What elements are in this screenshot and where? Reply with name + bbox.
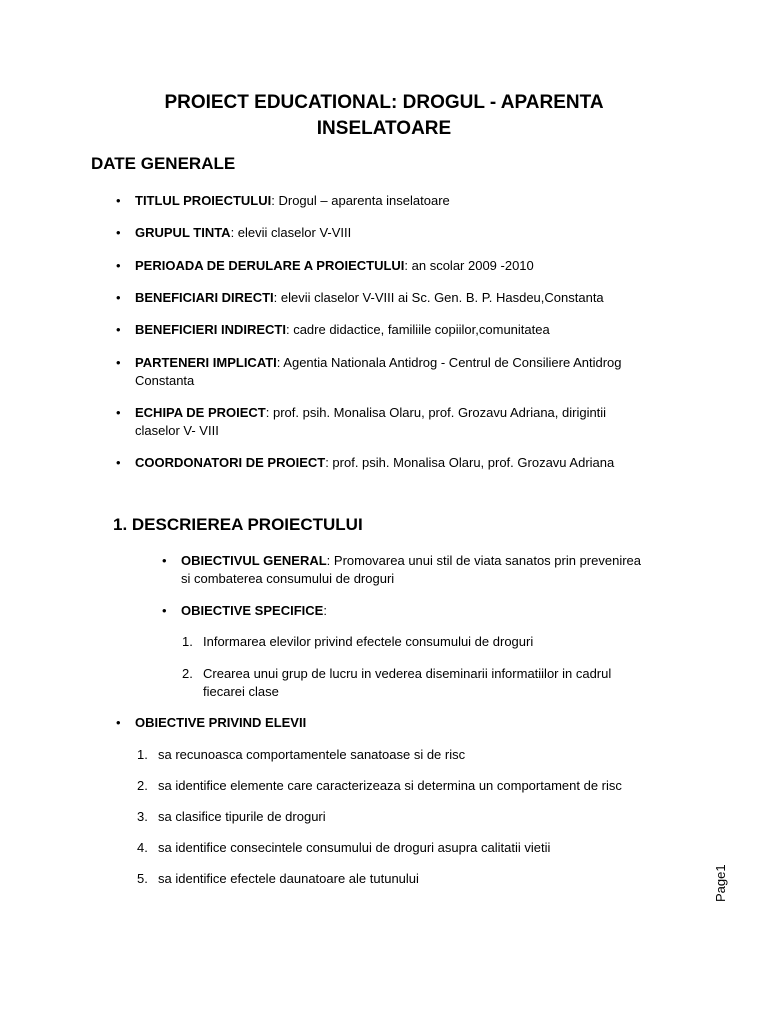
item-number: 1. (137, 747, 148, 762)
item-text: : Agentia Nationala Antidrog - Centrul de Consiliere Antidrog (276, 355, 622, 370)
title-line-2: INSELATOARE (316, 118, 452, 139)
item-text: : an scolar 2009 -2010 (404, 258, 534, 273)
list-item (116, 257, 695, 275)
title-line-1: PROIECT EDUCATIONAL: DROGUL - APARENTA (164, 92, 604, 113)
bullet-icon: • (116, 322, 121, 337)
list-item (116, 321, 695, 339)
list-item (162, 602, 691, 620)
item-number: 2. (182, 666, 193, 681)
item-text: sa identifice elemente care caracterizeaza si determina un comportament de risc (158, 778, 622, 793)
item-text: : prof. psih. Monalisa Olaru, prof. Grozavu Adriana (325, 455, 615, 470)
item-text-cont: fiecarei clase (203, 684, 279, 699)
elevi-label: OBIECTIVE PRIVIND ELEVII (135, 715, 307, 730)
item-number: 1. (182, 634, 193, 649)
list-item (137, 746, 698, 764)
item-label: PARTENERI IMPLICATI (135, 355, 277, 370)
page-number-label (712, 856, 734, 902)
bullet-icon: • (116, 455, 121, 470)
bullet-icon: • (116, 225, 121, 240)
bullet-icon: • (116, 405, 121, 420)
item-text: Crearea unui grup de lucru in vederea diseminarii informatiilor in cadrul (203, 666, 612, 681)
list-item (116, 454, 695, 472)
bullet-icon: • (162, 553, 167, 568)
item-text: Informarea elevilor privind efectele consumului de droguri (203, 634, 534, 649)
item-label: ECHIPA DE PROIECT (135, 405, 266, 420)
list-item (116, 714, 695, 732)
item-label: PERIOADA DE DERULARE A PROIECTULUI (135, 258, 405, 273)
item-label: BENEFICIARI DIRECTI (135, 290, 274, 305)
item-label: OBIECTIVE SPECIFICE (181, 603, 324, 618)
item-label: TITLUL PROIECTULUI (135, 193, 272, 208)
item-number: 3. (137, 809, 148, 824)
item-label: OBIECTIVUL GENERAL (181, 553, 327, 568)
item-text: sa recunoasca comportamentele sanatoase si de risc (158, 747, 466, 762)
item-text: sa identifice efectele daunatoare ale tutunului (158, 871, 419, 886)
document-title (0, 90, 768, 142)
item-label: COORDONATORI DE PROIECT (135, 455, 326, 470)
item-text: sa identifice consecintele consumului de droguri asupra calitatii vietii (158, 840, 551, 855)
list-item (137, 839, 698, 857)
list-item (162, 552, 691, 588)
list-item (182, 633, 683, 651)
item-text: : Promovarea unui stil de viata sanatos prin prevenirea (326, 553, 642, 568)
general-heading: DATE GENERALE (91, 154, 236, 173)
item-text: : prof. psih. Monalisa Olaru, prof. Grozavu Adriana, dirigintii (265, 405, 607, 420)
item-text: : cadre didactice, familiile copiilor,comunitatea (285, 322, 550, 337)
section-1-heading: 1. DESCRIEREA PROIECTULUI (113, 515, 363, 534)
page-number-text: Page1 (713, 864, 728, 902)
item-text: : elevii claselor V-VIII (230, 225, 352, 240)
item-text: : elevii claselor V-VIII ai Sc. Gen. B. P. Hasdeu,Constanta (273, 290, 604, 305)
list-item (116, 289, 695, 307)
bullet-icon: • (116, 193, 121, 208)
list-item (116, 224, 695, 242)
item-text: sa clasifice tipurile de droguri (158, 809, 326, 824)
item-text-cont: Constanta (135, 373, 195, 388)
list-item (116, 354, 695, 390)
bullet-icon: • (162, 603, 167, 618)
list-item (116, 404, 695, 440)
item-text-cont: si combaterea consumului de droguri (181, 571, 395, 586)
list-item (137, 808, 698, 826)
bullet-icon: • (116, 258, 121, 273)
item-number: 4. (137, 840, 148, 855)
list-item (137, 777, 698, 795)
bullet-icon: • (116, 715, 121, 730)
list-item (116, 192, 695, 210)
list-item (182, 665, 683, 701)
item-label: BENEFICIERI INDIRECTI (135, 322, 286, 337)
item-label: GRUPUL TINTA (135, 225, 231, 240)
item-text: : Drogul – aparenta inselatoare (271, 193, 450, 208)
item-number: 2. (137, 778, 148, 793)
list-item (137, 870, 698, 888)
item-text-cont: claselor V- VIII (135, 423, 219, 438)
item-text: : (323, 603, 327, 618)
bullet-icon: • (116, 290, 121, 305)
bullet-icon: • (116, 355, 121, 370)
item-number: 5. (137, 871, 148, 886)
